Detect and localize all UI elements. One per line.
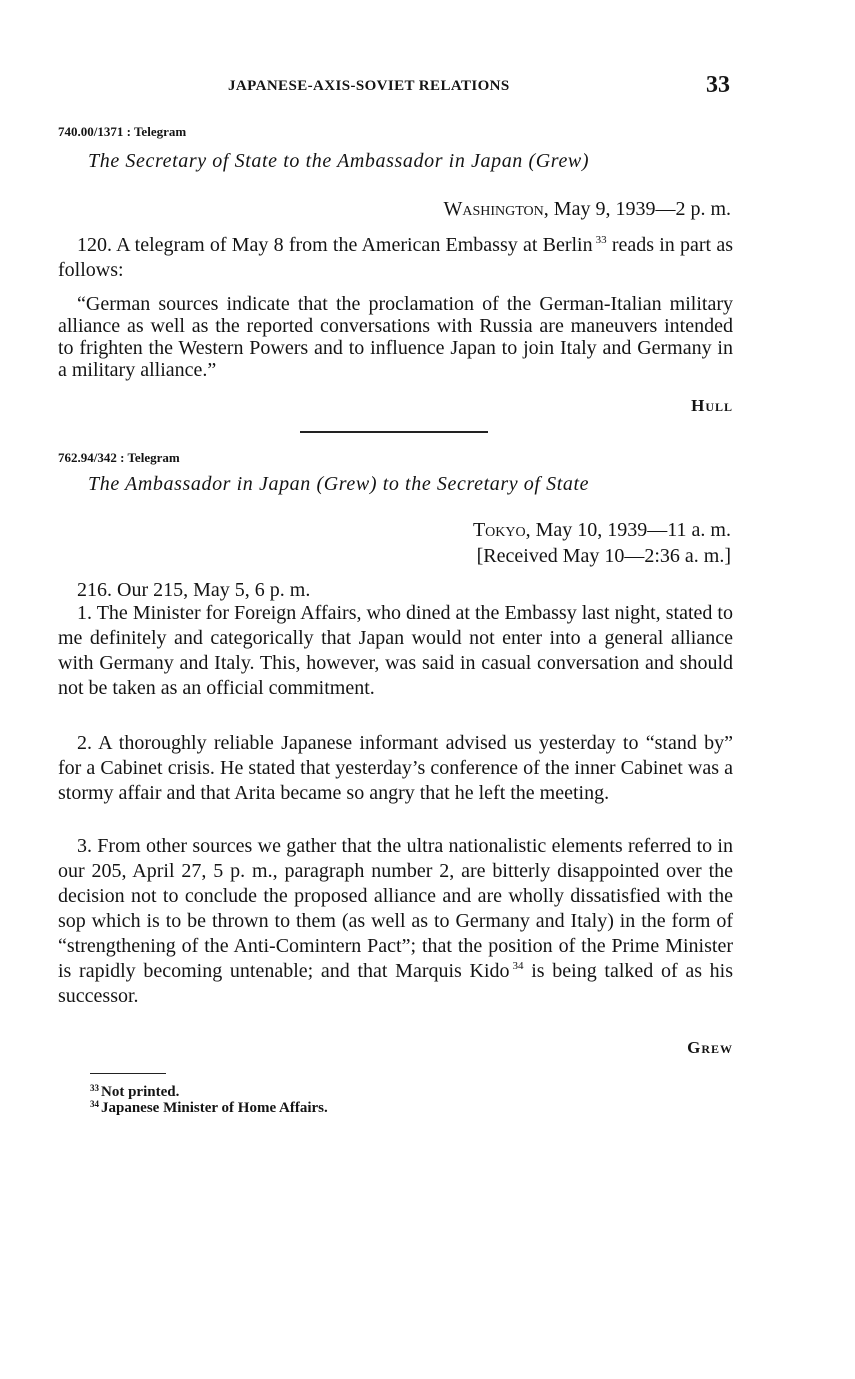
footnote-34 bbox=[90, 1100, 328, 1117]
doc1-file-number: 740.00/1371 : Telegram bbox=[58, 124, 187, 139]
doc2-reference-line: 216. Our 215, May 5, 6 p. m. bbox=[77, 579, 311, 601]
doc2-paragraph-1: 1. The Minister for Foreign Affairs, who dined at the Embassy last night, stated to me definitely and categorically that Japan would not enter into a general alliance with Germany and Italy. This, however, was said in casual conversation and should not be taken as an official commitment. bbox=[58, 602, 733, 699]
doc1-title: The Secretary of State to the Ambassador in Japan (Grew) bbox=[88, 150, 590, 172]
doc2-title: The Ambassador in Japan (Grew) to the Secretary of State bbox=[88, 473, 590, 495]
doc1-dateline-date: May 9, 1939—2 p. m. bbox=[548, 198, 731, 220]
footnote-rule bbox=[90, 1073, 166, 1074]
page-number: 33 bbox=[706, 72, 730, 98]
footnote-ref-33: 33 bbox=[595, 234, 607, 246]
doc2-paragraph-3-text-end: is being talked of as his successor. bbox=[58, 960, 734, 1007]
doc1-signature: Hull bbox=[691, 396, 733, 415]
doc2-paragraph-3-text: 3. From other sources we gather that the ultra nationalistic elements referred to in our 205, April 27, 5 p. m., paragraph number 2, are bitterly disappointed over the decision not to conclude the proposed alliance and are wholly dissatisfied with the sop which is to be thrown to them (as well as to Germany and Italy) in the form of “strengthening of the Anti-Comintern Pact”; that the position of the Prime Minister is rapidly becoming untenable; and that Marquis Kido bbox=[58, 835, 733, 982]
doc2-dateline-date: May 10, 1939—11 a. m. bbox=[530, 519, 731, 541]
doc2-file-number: 762.94/342 : Telegram bbox=[58, 450, 180, 465]
doc2-received: [Received May 10—2:36 a. m.] bbox=[476, 545, 731, 567]
doc1-quote: “German sources indicate that the proclamation of the German-Italian military alliance as well as the reported conversations with Russia are maneuvers intended to frighten the Western Powers and to influence Japan to join Italy and Germany in a military alliance.” bbox=[58, 293, 733, 381]
footnote-34-marker: 34 bbox=[90, 1099, 99, 1109]
doc2-dateline bbox=[473, 519, 731, 542]
running-head: JAPANESE-AXIS-SOVIET RELATIONS bbox=[228, 78, 510, 94]
section-divider bbox=[300, 431, 488, 433]
doc1-paragraph-text: 120. A telegram of May 8 from the American Embassy at Berlin bbox=[77, 234, 593, 256]
doc1-paragraph-text-end: reads in part as follows: bbox=[58, 234, 733, 281]
doc2-dateline-place: Tokyo, bbox=[472, 519, 531, 541]
footnote-33-marker: 33 bbox=[90, 1083, 99, 1093]
footnote-33-text: Not printed. bbox=[101, 1084, 180, 1100]
footnote-34-text: Japanese Minister of Home Affairs. bbox=[101, 1100, 328, 1116]
doc1-paragraph bbox=[58, 233, 733, 283]
doc2-paragraph-2: 2. A thoroughly reliable Japanese informant advised us yesterday to “stand by” for a Cabinet crisis. He stated that yesterday’s conference of the inner Cabinet was a stormy affair and that Arita became so angry that he left the meeting. bbox=[58, 732, 733, 804]
footnote-ref-34: 34 bbox=[512, 960, 524, 972]
doc2-paragraph-3 bbox=[58, 834, 733, 1009]
footnote-33 bbox=[90, 1084, 179, 1101]
doc1-dateline-place: Washington, bbox=[443, 198, 549, 220]
doc1-dateline bbox=[443, 198, 731, 221]
doc2-signature: Grew bbox=[687, 1038, 733, 1057]
